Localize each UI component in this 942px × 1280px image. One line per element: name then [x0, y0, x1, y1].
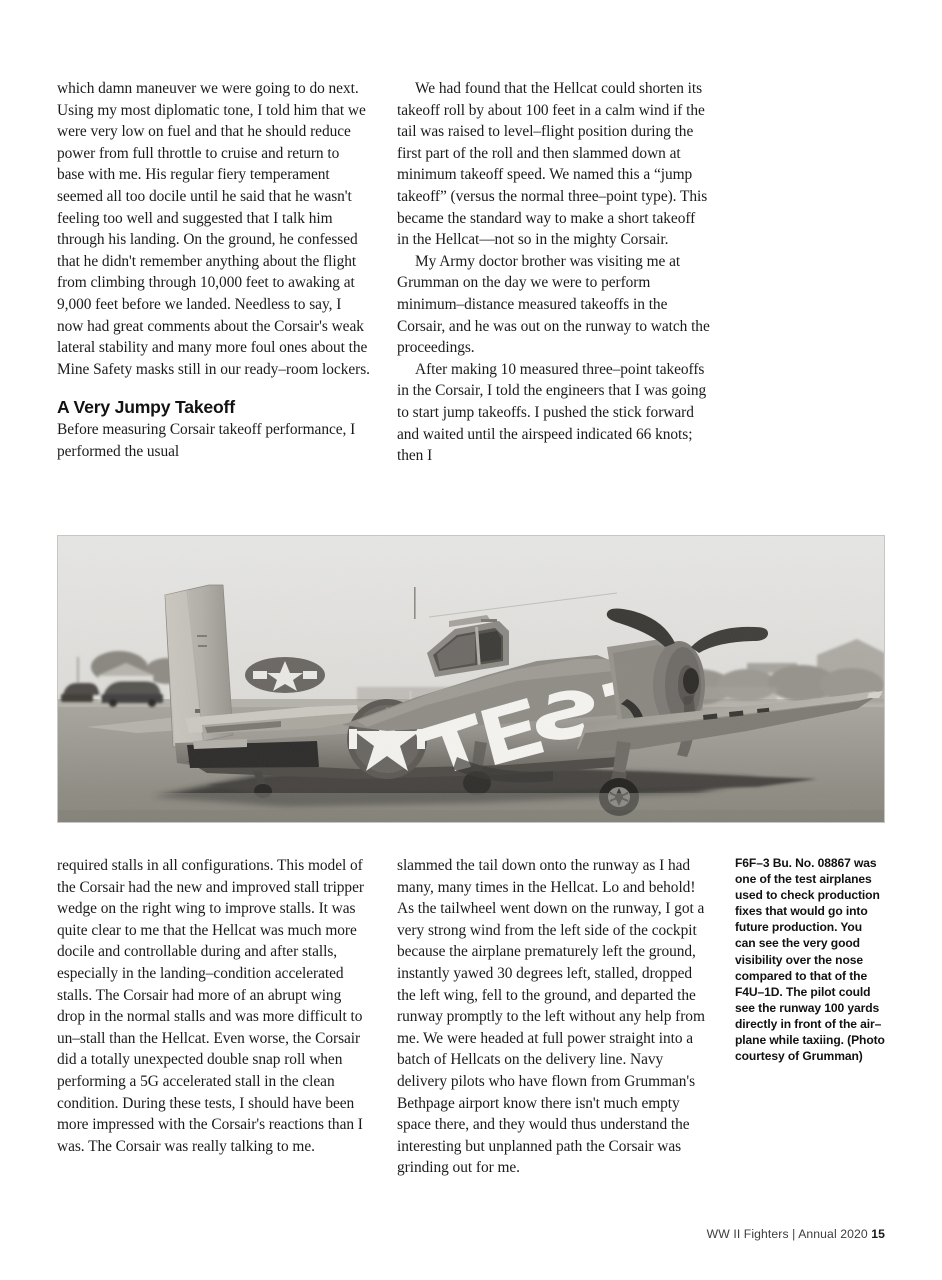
paragraph: After making 10 measured three–point takeoffs in the Corsair, I told the engineers that I was going to start jump takeoffs. I pushed the stick forward and waited until the airspeed indicated 66 knots; then I — [397, 360, 707, 465]
column-photo-caption — [735, 855, 885, 1064]
paragraph: which damn maneuver we were going to do next. Using my most diplomatic tone, I told him that we were very low on fuel and that he should reduce power from full throttle to cruise and return to base with me. His regular fiery temperament seemed all too docile until he said that he wasn't feeling too well and suggested that I talk him through his landing. On the ground, he confessed that he didn't remember anything about the flight from climbing through 10,000 feet to awaking at 9,000 feet before we landed. Needless to say, I now had great comments about the Corsair's weak lateral stability and many more foul ones about the Mine Safety masks still in our ready–room lockers. — [57, 80, 370, 378]
top-text-block — [57, 78, 885, 508]
column-top-left — [57, 78, 370, 463]
column-bottom-left — [57, 855, 370, 1157]
bottom-text-block — [57, 855, 885, 1215]
photo-caption: F6F–3 Bu. No. 08867 was one of the test airplanes used to check production fixes that would go into future production. You can see the very good visibility over the nose compared to that of the F4U–1D. The pilot could see the runway 100 yards directly in front of the air–plane while taxiing. (Photo courtesy of Grumman) — [735, 856, 885, 1064]
paragraph: My Army doctor brother was visiting me at Grumman on the day we were to perform minimum–distance measured takeoffs in the Corsair, and he was out on the runway to watch the proceedings. — [397, 252, 710, 357]
paragraph: slammed the tail down onto the runway as I had many, many times in the Hellcat. Lo and behold! As the tailwheel went down on the runway, I got a very strong wind from the left side of the cockpit because the airplane prematurely left the ground, instantly yawed 30 degrees left, stalled, dropped the left wing, fell to the ground, and departed the runway promptly to the left without any help from me. We were headed at full power straight into a batch of Hellcats on the delivery line. Navy delivery pilots who have flown from Grumman's Bethpage airport know there isn't much empty space there, and they would thus understand the interesting but unplanned path the Corsair was grinding out for me. — [397, 857, 705, 1177]
paragraph: We had found that the Hellcat could shorten its takeoff roll by about 100 feet in a calm wind if the tail was raised to level–flight position during the first part of the roll and then slammed down at minimum takeoff speed. We named this a “jump takeoff” (versus the normal three–point type). This became the standard way to make a short takeoff in the Hellcat—not so in the mighty Corsair. — [397, 80, 708, 249]
footer-text: WW II Fighters | Annual 2020 — [706, 1227, 872, 1241]
column-top-right — [397, 78, 710, 467]
article-photo — [57, 535, 885, 823]
section-heading: A Very Jumpy Takeoff — [57, 397, 235, 418]
paragraph: Before measuring Corsair takeoff performance, I performed the usual — [57, 421, 356, 460]
page-footer — [707, 1226, 885, 1242]
paragraph: required stalls in all configurations. This model of the Corsair had the new and improved stall tripper wedge on the right wing to improve stalls. It was quite clear to me that the Hellcat was much more docile and controllable during and after stalls, especially in the landing–condition accelerated stalls. The Corsair had more of an abrupt wing drop in the normal stalls and was more difficult to un–stall than the Hellcat. Even worse, the Corsair did a totally unexpected double snap roll when performing a 5G accelerated stall in the clean condition. During these tests, I should have been more impressed with the Corsair's reactions than I was. The Corsair was really talking to me. — [57, 857, 364, 1155]
column-bottom-middle — [397, 855, 710, 1179]
page-number: 15 — [871, 1227, 885, 1241]
hellcat-photo-illustration — [57, 535, 885, 823]
